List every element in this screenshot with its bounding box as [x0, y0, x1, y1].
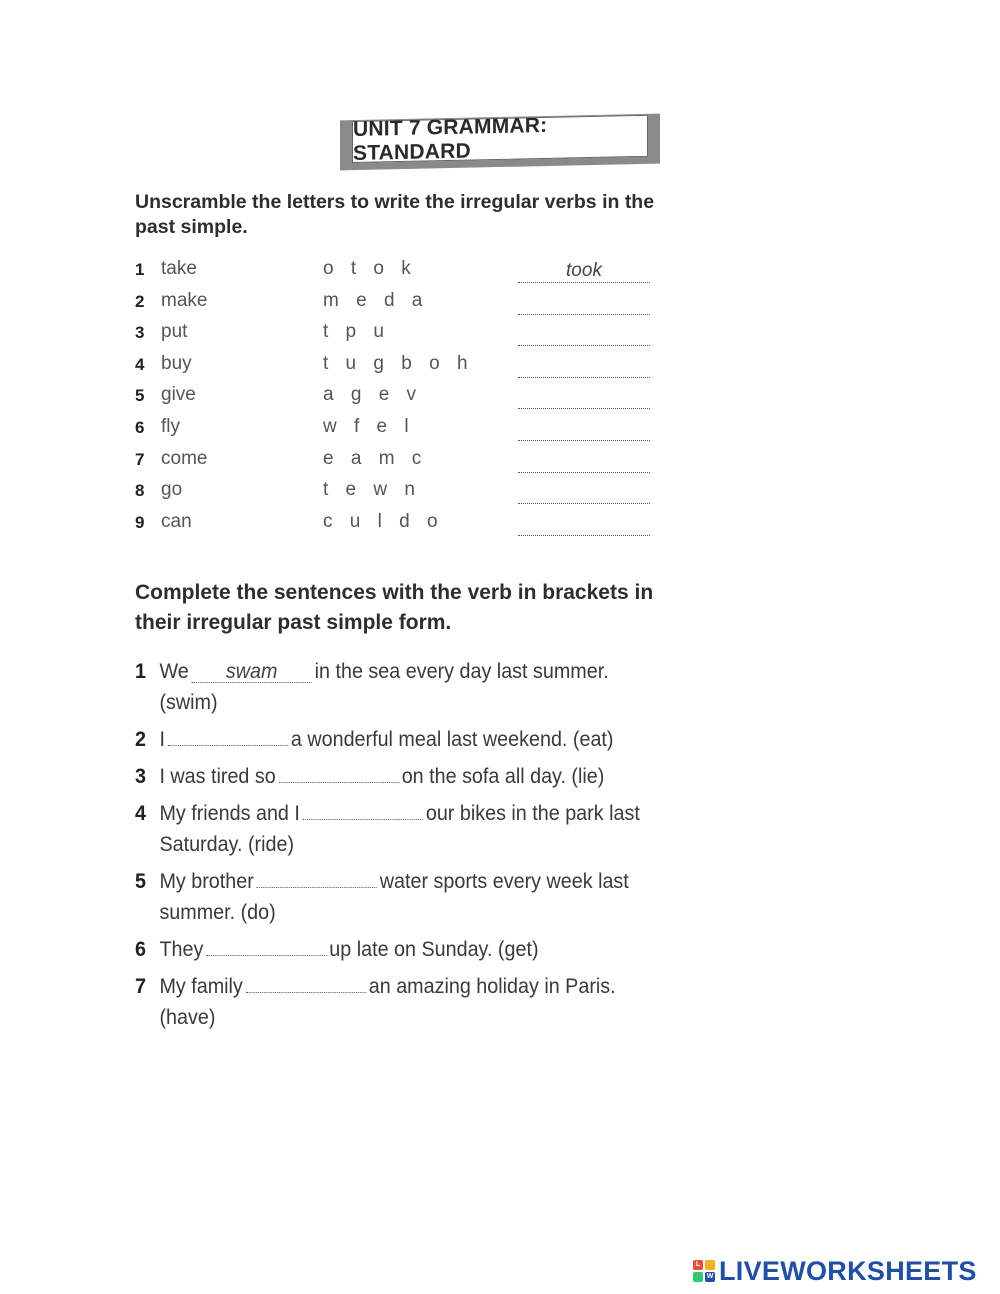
item-number: 4	[135, 354, 145, 374]
scrambled-letters: t p u	[323, 321, 390, 343]
item-number: 6	[135, 938, 146, 961]
answer-field[interactable]	[257, 867, 377, 888]
sentence-item	[135, 724, 667, 755]
scrambled-letters: m e d a	[323, 289, 429, 311]
sentence-start: We	[159, 660, 189, 683]
logo-text: LIVEWORKSHEETS	[719, 1255, 977, 1286]
item-number: 5	[135, 870, 146, 893]
verb-row	[135, 321, 655, 353]
sentence-end: a wonderful meal last weekend. (eat)	[290, 728, 614, 751]
answer-field[interactable]	[518, 325, 650, 346]
scrambled-letters: o t o k	[323, 258, 417, 279]
verb-row	[135, 479, 655, 511]
item-number: 9	[135, 512, 145, 532]
sentence-end: up late on Sunday. (get)	[329, 938, 539, 961]
base-verb: can	[161, 510, 192, 532]
answer-field[interactable]	[518, 483, 650, 504]
answer-field[interactable]	[246, 972, 366, 993]
answer-field[interactable]: took	[518, 262, 650, 283]
item-number: 1	[135, 260, 145, 279]
title-banner	[340, 113, 660, 167]
answer-field[interactable]	[518, 294, 650, 315]
answer-field[interactable]	[518, 452, 650, 473]
sentence-start: I was tired so	[159, 765, 276, 788]
sentence-item	[135, 971, 667, 1033]
sentence-end: in the sea every day last summer. (swim)	[159, 660, 609, 714]
verb-list	[135, 258, 655, 542]
sentence-end: water sports every week last summer. (do)	[159, 870, 629, 924]
verb-row	[135, 416, 655, 448]
base-verb: give	[161, 384, 196, 406]
sentence-start: I	[159, 728, 165, 751]
base-verb: fly	[161, 415, 180, 437]
item-number: 8	[135, 481, 145, 501]
base-verb: put	[161, 321, 188, 343]
base-verb: buy	[161, 352, 192, 374]
item-number: 3	[135, 323, 145, 343]
answer-field[interactable]: swam	[192, 662, 312, 683]
sentence-end: on the sofa all day. (lie)	[401, 765, 605, 788]
sentence-start: My brother	[159, 870, 254, 893]
scrambled-letters: a g e v	[323, 384, 423, 406]
exercise2-instruction: Complete the sentences with the verb in brackets in their irregular past simple form.	[135, 581, 654, 635]
exercise1-instruction: Unscramble the letters to write the irregular verbs in the past simple.	[135, 191, 655, 238]
sentence-end: an amazing holiday in Paris. (have)	[159, 975, 616, 1029]
sentence-start: They	[159, 938, 204, 961]
base-verb: take	[161, 258, 197, 279]
answer-field[interactable]	[518, 420, 650, 441]
logo-tile: W	[706, 1273, 714, 1280]
verb-row	[135, 511, 655, 543]
item-number: 7	[135, 449, 145, 469]
answer-field[interactable]	[518, 515, 650, 536]
item-number: 3	[135, 765, 146, 788]
scrambled-letters: t u g b o h	[323, 352, 474, 374]
sentence-item	[135, 656, 667, 718]
sentence-start: My friends and I	[159, 802, 300, 825]
liveworksheets-logo[interactable]	[693, 1256, 977, 1286]
answer-field[interactable]	[518, 388, 650, 409]
verb-row	[135, 448, 655, 480]
sentence-item	[135, 761, 667, 792]
sentence-start: My family	[159, 975, 243, 998]
page-title: UNIT 7 GRAMMAR: STANDARD	[352, 115, 648, 163]
verb-row	[135, 353, 655, 385]
sentence-end: our bikes in the park last Saturday. (ride)	[159, 802, 640, 856]
answer-field[interactable]	[303, 799, 423, 820]
verb-row	[135, 258, 655, 290]
item-number: 5	[135, 386, 145, 406]
answer-field[interactable]	[279, 762, 399, 783]
sentence-item	[135, 934, 667, 965]
item-number: 2	[135, 728, 146, 751]
sentence-list	[135, 656, 655, 1039]
logo-tile: L	[693, 1260, 703, 1270]
item-number: 6	[135, 417, 145, 437]
answer-field[interactable]	[168, 725, 288, 746]
item-number: 7	[135, 975, 146, 998]
logo-tile	[705, 1260, 715, 1270]
answer-field[interactable]	[518, 357, 650, 378]
logo-tile	[693, 1272, 703, 1282]
base-verb: go	[161, 479, 183, 501]
item-number: 4	[135, 802, 146, 825]
verb-row	[135, 384, 655, 416]
sentence-item	[135, 866, 667, 928]
scrambled-letters: t e w n	[323, 479, 421, 501]
answer-field[interactable]	[206, 935, 326, 956]
verb-row	[135, 290, 655, 322]
item-number: 2	[135, 291, 145, 311]
liveworksheets-logo-icon	[693, 1260, 715, 1282]
base-verb: come	[161, 447, 208, 469]
scrambled-letters: w f e l	[323, 415, 415, 437]
item-number: 1	[135, 660, 146, 683]
sentence-item	[135, 798, 667, 860]
base-verb: make	[161, 289, 208, 311]
scrambled-letters: e a m c	[323, 447, 428, 469]
scrambled-letters: c u l d o	[323, 510, 444, 532]
